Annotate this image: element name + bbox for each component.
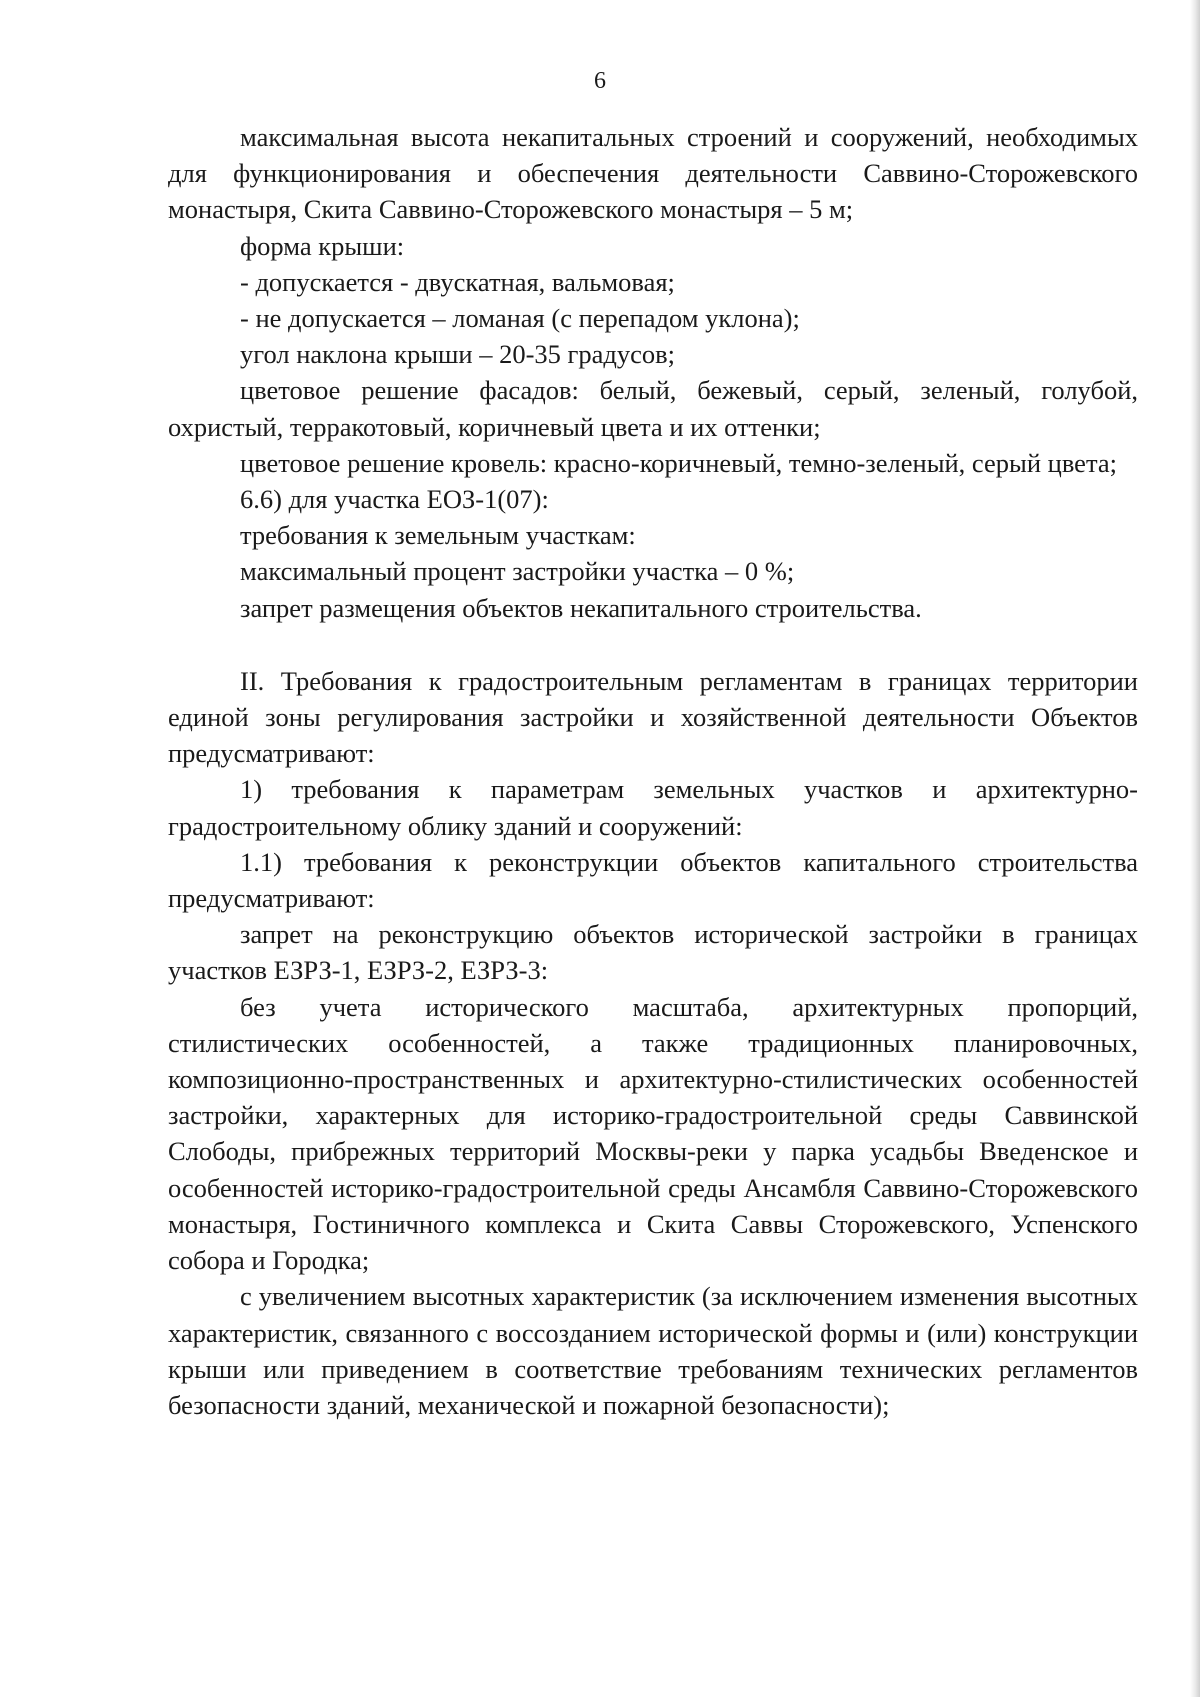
paragraph-gap: [168, 626, 1138, 663]
paragraph-roof-allowed: - допускается - двускатная, вальмовая;: [240, 266, 675, 297]
paragraph-max-height: максимальная высота некапитальных строений и сооружений, необходимых для функционирования и обеспечения деятельности Саввино-Сторожевского монастыря, Скита Саввино-Сторожевского монастыря – 5 м;: [168, 122, 1138, 225]
paragraph-height-increase: с увеличением высотных характеристик (за исключением изменения высотных характеристик, связанного с воссозданием исторической формы и (или) конструкции крыши или приведением в соответствие требованиям технических регламентов безопасности зданий, механической и пожарной безопасности);: [168, 1281, 1138, 1420]
paragraph-roof-form: форма крыши:: [240, 230, 405, 261]
paragraph-item-1-1: 1.1) требования к реконструкции объектов капитального строительства предусматривают:: [168, 846, 1138, 914]
paragraph-section-ii: II. Требования к градостроительным регламентам в границах территории единой зоны регулирования застройки и хозяйственной деятельности Объектов предусматривают:: [168, 665, 1138, 769]
paragraph-roofing-colors: цветовое решение кровель: красно-коричневый, темно-зеленый, серый цвета;: [240, 447, 1117, 478]
paragraph-roof-not-allowed: - не допускается – ломаная (с перепадом уклона);: [240, 303, 800, 334]
paragraph-reconstruction-ban: запрет на реконструкцию объектов исторической застройки в границах участков ЕЗРЗ-1, ЕЗРЗ-2, ЕЗРЗ-3:: [168, 919, 1138, 986]
paragraph-historic-scale: без учета исторического масштаба, архитектурных пропорций, стилистических особенностей, а также традиционных планировочных, композиционно-пространственных и архитектурно-стилистических особенностей застройки, характерных для историко-градостроительной среды Саввинской Слободы, прибрежных территорий Москвы-реки у парка усадьбы Введенское и особенностей историко-градостроительной среды Ансамбля Саввино-Сторожевского монастыря, Гостиничного комплекса и Скита Саввы Сторожевского, Успенского собора и Городка;: [168, 991, 1138, 1276]
paragraph-placement-ban: запрет размещения объектов некапитального строительства.: [240, 592, 922, 623]
document-body: [168, 119, 1138, 1423]
paragraph-facade-colors: цветовое решение фасадов: белый, бежевый, серый, зеленый, голубой, охристый, терракотовый, коричневый цвета и их оттенки;: [168, 375, 1138, 442]
paragraph-roof-angle: угол наклона крыши – 20-35 градусов;: [240, 339, 676, 370]
page-number: 6: [594, 68, 606, 94]
scan-edge-shadow: [1190, 0, 1200, 1697]
paragraph-land-requirements: требования к земельным участкам:: [240, 520, 636, 551]
paragraph-max-build-percent: максимальный процент застройки участка – 0 %;: [240, 556, 795, 587]
paragraph-section-6-6: 6.6) для участка ЕОЗ-1(07):: [240, 484, 549, 515]
paragraph-item-1: 1) требования к параметрам земельных участков и архитектурно-градостроительному облику зданий и сооружений:: [168, 774, 1138, 841]
